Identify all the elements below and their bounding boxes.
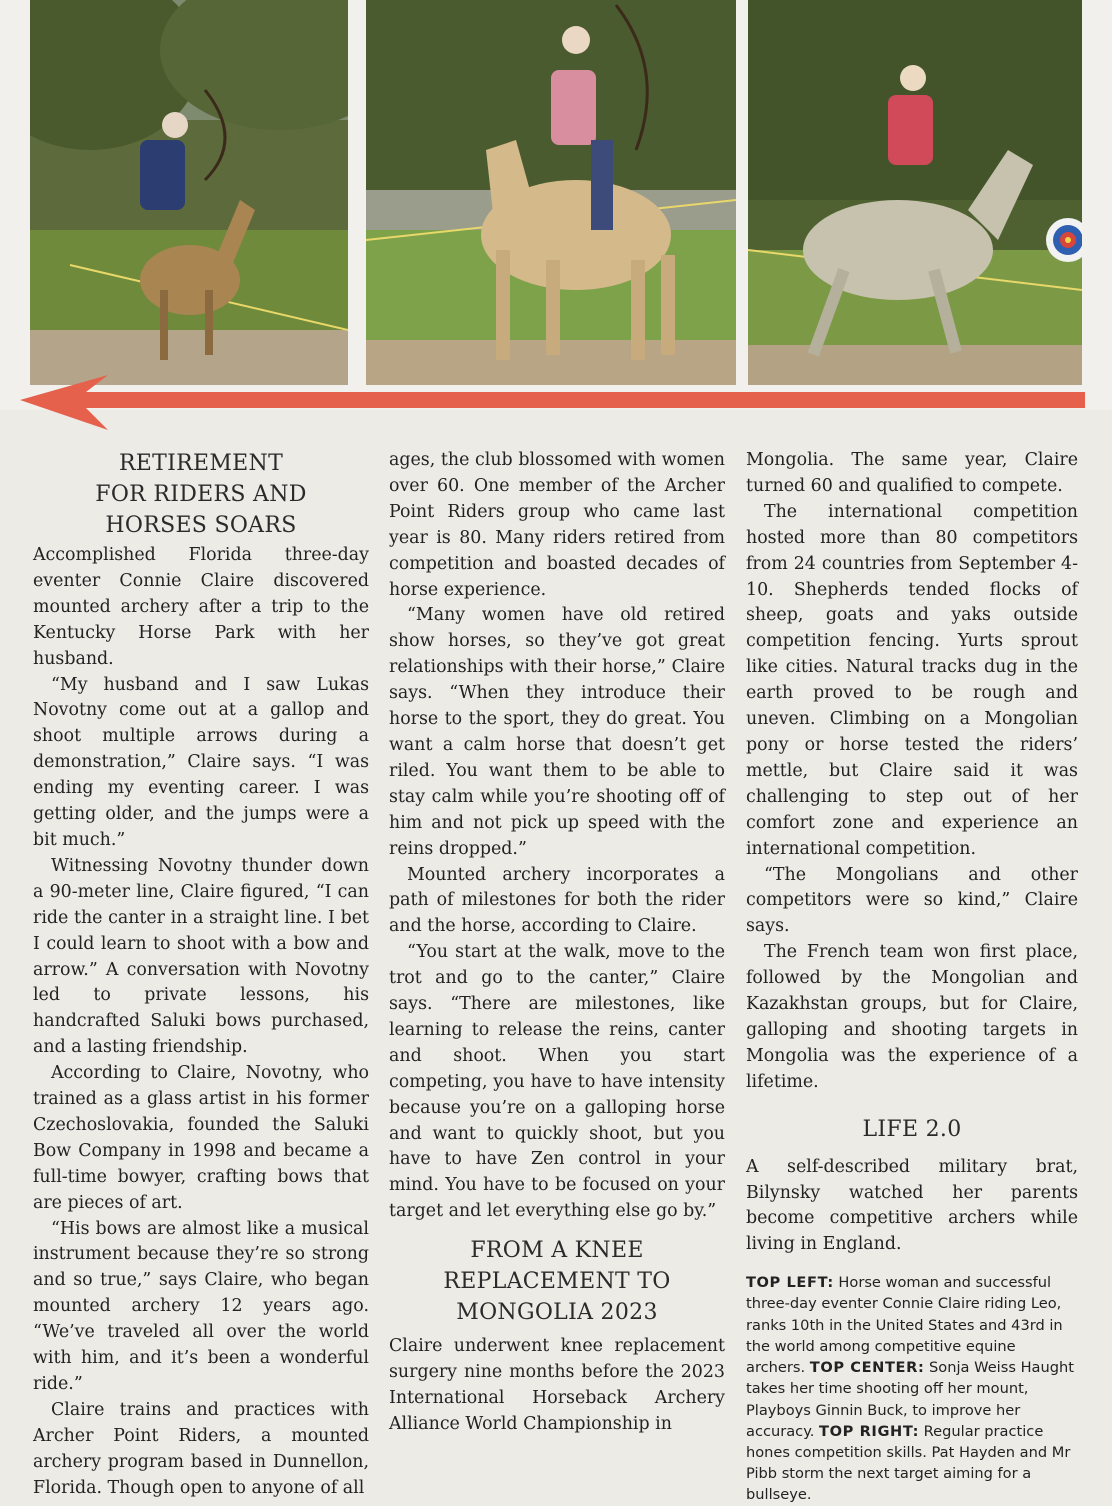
heading-line: HORSES SOARS <box>105 513 297 538</box>
heading-line: RETIREMENT <box>118 451 284 476</box>
caption-label: TOP LEFT: <box>746 1274 834 1292</box>
photo-caption <box>746 1272 1078 1505</box>
paragraph: “His bows are almost like a musical instrument because they’re so strong and so true,” says Claire, who began mounted archery 12 years ago. “We’ve traveled all over the world with him, and it’s been a wonderful ride.” <box>33 1218 369 1394</box>
article-column-1 <box>33 448 369 1502</box>
paragraph: Claire trains and practices with Archer Point Riders, a mounted archery program based in Dunnellon, Florida. Though open to anyone of all <box>33 1399 369 1498</box>
paragraph: A self-described military brat, Bilynsky watched her parents become competitive archers while living in England. <box>746 1156 1078 1255</box>
paragraph: Witnessing Novotny thunder down a 90-meter line, Claire figured, “I can ride the canter in a straight line. I bet I could learn to shoot with a bow and arrow.” A conversation with Novotny led to private lessons, his handcrafted Saluki bows purchased, and a lasting friendship. <box>33 855 369 1058</box>
paragraph: According to Claire, Novotny, who trained as a glass artist in his former Czechoslovakia, founded the Saluki Bow Company in 1998 and became a full-time bowyer, crafting bows that are pieces of art. <box>33 1063 369 1213</box>
paragraph: “My husband and I saw Lukas Novotny come out at a gallop and shoot multiple arrows during a demonstration,” Claire says. “I was ending my eventing career. I was getting older, and the jumps were a bit much.” <box>33 674 369 850</box>
paragraph: ages, the club blossomed with women over 60. One member of the Archer Point Riders group who came last year is 80. Many riders retired from competition and boasted decades of horse experience. <box>389 450 725 600</box>
caption-label: TOP RIGHT: <box>819 1422 920 1440</box>
red-arrow-left-icon <box>20 375 1085 433</box>
caption-text: Regular practice hones competition skills. Pat Hayden and Mr Pibb storm the next target aiming for a bullseye. <box>746 1422 1071 1504</box>
article-column-2 <box>389 448 725 1438</box>
article-column-3 <box>746 448 1078 1506</box>
photo-rider-shooting-left-icon <box>30 0 348 385</box>
section-heading-life-2: LIFE 2.0 <box>862 1116 962 1142</box>
paragraph: “Many women have old retired show horses, so they’ve got great relationships with their horse,” Claire says. “When they introduce their horse to the sport, they do great. You want a calm horse that doesn’t get riled. You want them to be able to stay calm while you’re shooting off of him and not pick up speed with the reins dropped.” <box>389 605 725 859</box>
paragraph: Accomplished Florida three-day eventer Connie Claire discovered mounted archery after a trip to the Kentucky Horse Park with her husband. <box>33 545 369 669</box>
heading-line: FOR RIDERS AND <box>95 482 307 507</box>
photo-rider-galloping-target-icon <box>748 0 1082 385</box>
paragraph: Mongolia. The same year, Claire turned 60 and qualified to compete. <box>746 450 1078 496</box>
paragraph: Mounted archery incorporates a path of milestones for both the rider and the horse, according to Claire. <box>389 864 725 937</box>
paragraph: “The Mongolians and other competitors were so kind,” Claire says. <box>746 864 1078 937</box>
heading-line: MONGOLIA 2023 <box>456 1300 658 1326</box>
photo-center <box>366 0 736 385</box>
photo-strip <box>0 0 1112 410</box>
heading-line: FROM A KNEE <box>470 1238 644 1264</box>
caption-text: Horse woman and successful three-day eventer Connie Claire riding Leo, ranks 10th in the United States and 43rd in the world among competitive equine archers. <box>746 1274 1063 1377</box>
section-heading-knee-replacement <box>389 1235 725 1328</box>
heading-line: REPLACEMENT TO <box>443 1269 671 1295</box>
photo-left <box>30 0 348 385</box>
section-heading-retirement <box>33 448 369 541</box>
photo-rider-standing-horse-icon <box>366 0 736 385</box>
paragraph: “You start at the walk, move to the trot and go to the canter,” Claire says. “There are milestones, like learning to release the reins, canter and shoot. When you start competing, you have to have intensity because you’re on a galloping horse and want to quickly shoot, but you have to have Zen control in your mind. You have to be focused on your target and let everything else go by.” <box>389 942 725 1222</box>
caption-label: TOP CENTER: <box>809 1359 925 1377</box>
paragraph: The international competition hosted more than 80 competitors from 24 countries from September 4-10. Shepherds tended flocks of sheep, goats and yaks outside competition fencing. Yurts sprout like cities. Natural tracks dug in the earth proved to be rough and uneven. Climbing on a Mongolian pony or horse tested the riders’ mettle, but Claire said it was challenging to step out of her comfort zone and experience an international competition. <box>746 501 1078 859</box>
paragraph: The French team won first place, followed by the Mongolian and Kazakhstan groups, but for Claire, galloping and shooting targets in Mongolia was the experience of a lifetime. <box>746 942 1078 1092</box>
paragraph: Claire underwent knee replacement surgery nine months before the 2023 International Horseback Archery Alliance World Championship in <box>389 1336 725 1434</box>
photo-right <box>748 0 1082 385</box>
caption-text: Sonja Weiss Haught takes her time shooting off her mount, Playboys Ginnin Buck, to improve her accuracy. <box>746 1359 1074 1440</box>
